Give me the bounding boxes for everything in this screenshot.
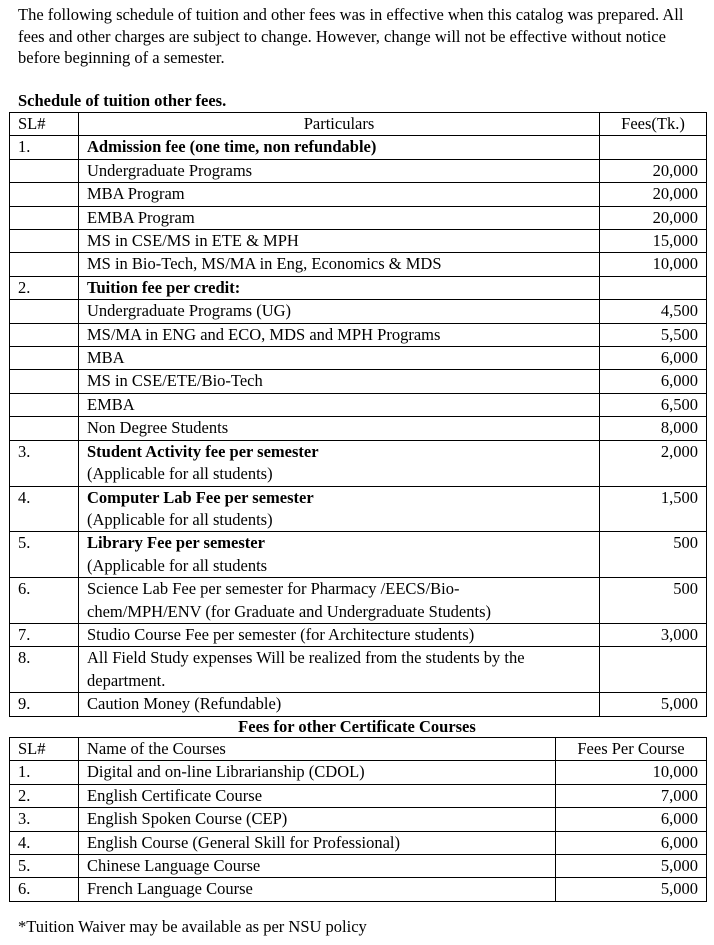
row-sl: 2. [10,276,79,299]
table-row [10,206,707,229]
table-row [10,831,707,854]
row-fee: 20,000 [600,159,707,182]
table-row [10,532,707,578]
fees-header: Fees(Tk.) [600,113,707,136]
row-particular [79,440,600,486]
row-particular: MS in CSE/ETE/Bio-Tech [79,370,600,393]
row-particular: Undergraduate Programs (UG) [79,300,600,323]
row-fee: 1,500 [600,486,707,532]
table-header-row [10,113,707,136]
table-header-row [10,738,707,761]
row-particular: MS in CSE/MS in ETE & MPH [79,230,600,253]
row-title: Library Fee per semester [87,533,265,553]
table-row [10,808,707,831]
fee-schedule-table [9,112,707,717]
row-fee [600,276,707,299]
section-title: Admission fee (one time, non refundable) [79,136,600,159]
row-sl: 6. [10,878,79,901]
course-fee-header: Fees Per Course [556,738,707,761]
course-fee: 10,000 [556,761,707,784]
row-sl [10,206,79,229]
row-fee [600,647,707,693]
certificate-title: Fees for other Certificate Courses [238,717,476,736]
intro-paragraph: The following schedule of tuition and other fees was in effective when this catalog was prepared. All fees and other charges are subject to change. However, change will not be effective without notice before beginning of a semester. [18,5,684,67]
course-name: French Language Course [79,878,556,901]
row-text-line: chem/MPH/ENV (for Graduate and Undergraduate Students) [87,601,491,621]
row-sl [10,393,79,416]
course-fee: 6,000 [556,831,707,854]
row-particular: Undergraduate Programs [79,159,600,182]
row-fee: 5,000 [600,693,707,716]
table-row [10,440,707,486]
course-fee: 7,000 [556,784,707,807]
table-row [10,370,707,393]
table-row [10,693,707,716]
row-sl [10,159,79,182]
table-row [10,486,707,532]
row-particular: MS/MA in ENG and ECO, MDS and MPH Programs [79,323,600,346]
table-row [10,784,707,807]
row-fee: 6,000 [600,347,707,370]
row-sl: 1. [10,761,79,784]
row-sl: 3. [10,808,79,831]
table-row [10,347,707,370]
row-fee: 10,000 [600,253,707,276]
sl-header: SL# [10,113,79,136]
row-subtitle: (Applicable for all students) [87,509,273,529]
table-row [10,323,707,346]
row-sl: 8. [10,647,79,693]
table-row [10,230,707,253]
row-particular [79,578,600,624]
course-name: Digital and on-line Librarianship (CDOL) [79,761,556,784]
course-name: English Certificate Course [79,784,556,807]
row-text-line: Science Lab Fee per semester for Pharmacy /EECS/Bio- [87,579,460,599]
table-row [10,159,707,182]
table-row [10,183,707,206]
row-sl [10,417,79,440]
row-subtitle: (Applicable for all students [87,555,268,575]
row-sl: 5. [10,855,79,878]
table-row [10,761,707,784]
course-name: English Course (General Skill for Professional) [79,831,556,854]
table-row [10,136,707,159]
row-particular: MBA [79,347,600,370]
table-row [10,276,707,299]
row-sl [10,230,79,253]
row-fee: 15,000 [600,230,707,253]
row-sl: 7. [10,623,79,646]
row-sl: 2. [10,784,79,807]
row-particular: Studio Course Fee per semester (for Architecture students) [79,623,600,646]
table-row [10,855,707,878]
row-fee [600,136,707,159]
section-title: Tuition fee per credit: [79,276,600,299]
row-sl: 5. [10,532,79,578]
table-row [10,647,707,693]
row-sl: 4. [10,831,79,854]
row-sl: 4. [10,486,79,532]
row-fee: 20,000 [600,206,707,229]
course-name: Chinese Language Course [79,855,556,878]
row-fee: 6,000 [600,370,707,393]
row-title: Student Activity fee per semester [87,441,319,461]
sl-header: SL# [10,738,79,761]
table-row [10,417,707,440]
row-particular [79,532,600,578]
table-row [10,393,707,416]
course-fee: 5,000 [556,878,707,901]
row-particular [79,647,600,693]
row-particular: EMBA [79,393,600,416]
row-subtitle: (Applicable for all students) [87,464,273,484]
table-row [10,623,707,646]
row-sl: 9. [10,693,79,716]
row-particular: MBA Program [79,183,600,206]
row-fee: 8,000 [600,417,707,440]
row-fee: 3,000 [600,623,707,646]
row-sl: 6. [10,578,79,624]
particulars-header: Particulars [79,113,600,136]
course-name-header: Name of the Courses [79,738,556,761]
row-sl: 3. [10,440,79,486]
row-sl [10,253,79,276]
certificate-fee-table [9,737,707,902]
row-sl [10,347,79,370]
row-fee: 5,500 [600,323,707,346]
row-sl [10,323,79,346]
row-fee: 4,500 [600,300,707,323]
row-sl [10,183,79,206]
row-sl [10,370,79,393]
row-fee: 2,000 [600,440,707,486]
schedule-title: Schedule of tuition other fees. [18,91,227,110]
row-particular: Caution Money (Refundable) [79,693,600,716]
row-particular: MS in Bio-Tech, MS/MA in Eng, Economics & MDS [79,253,600,276]
row-particular: Non Degree Students [79,417,600,440]
row-text-line: All Field Study expenses Will be realized from the students by the [87,648,525,668]
row-fee: 6,500 [600,393,707,416]
row-particular: EMBA Program [79,206,600,229]
course-fee: 6,000 [556,808,707,831]
table-row [10,578,707,624]
row-sl: 1. [10,136,79,159]
row-sl [10,300,79,323]
tuition-waiver-note: *Tuition Waiver may be available as per NSU policy [18,917,367,936]
row-fee: 20,000 [600,183,707,206]
table-row [10,300,707,323]
course-fee: 5,000 [556,855,707,878]
course-name: English Spoken Course (CEP) [79,808,556,831]
row-text-line: department. [87,670,166,690]
row-fee: 500 [600,532,707,578]
row-particular [79,486,600,532]
row-fee: 500 [600,578,707,624]
table-row [10,253,707,276]
row-title: Computer Lab Fee per semester [87,487,314,507]
table-row [10,878,707,901]
